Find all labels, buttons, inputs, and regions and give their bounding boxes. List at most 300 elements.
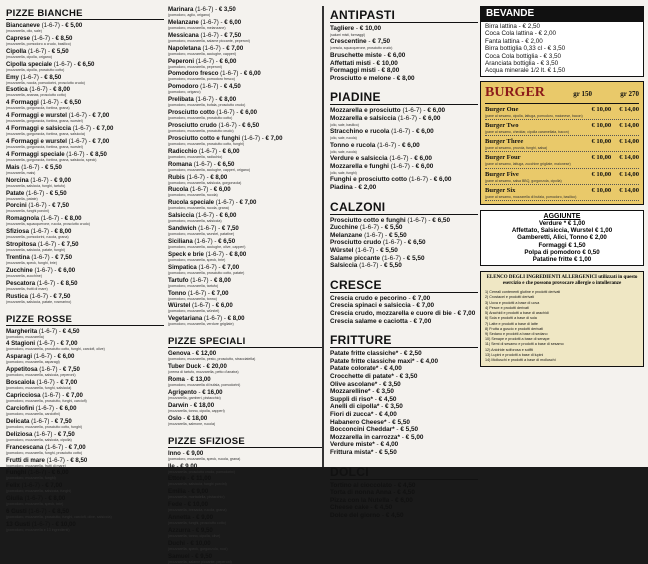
item-name: Fiori di zucca* [330, 410, 374, 418]
menu-item [6, 293, 164, 300]
allergene-item: 8) Frutta a guscio e prodotti derivati [485, 326, 544, 331]
item-name: Azzurra [168, 526, 191, 534]
item-price: € 8,50 [70, 456, 88, 464]
item-price: € 3,50 [376, 388, 394, 396]
item-name: Habanero Cheese* [330, 418, 387, 426]
item-price: € 9,00 [186, 449, 204, 457]
item-name: Mozzarella e prosciutto [330, 107, 401, 115]
item-name: Verdure e salsiccia [330, 155, 388, 163]
item-price: € 4,50 [397, 481, 416, 489]
item-description: (pomodoro, mozzarella, prosciutto, funghi, carciofi) [6, 399, 87, 404]
item-description: (pomodoro, mozzarella, würstel) [168, 309, 220, 314]
item-dots: - [373, 410, 380, 418]
item-dots: - [180, 449, 187, 457]
item-dots: - [214, 212, 220, 220]
item-allergen-code: (1-6-7) [37, 327, 58, 335]
item-description: (olio, sale, rucola) [330, 149, 357, 154]
menu-item [168, 186, 322, 193]
item-name: Verdure miste* [330, 441, 375, 449]
menu-item [6, 431, 164, 438]
bevanda-item: Fanta lattina - € 2,00 [485, 37, 543, 45]
item-description: (mozzarella, speck, gorgonzola, noci) [168, 546, 228, 551]
menu-item [330, 373, 478, 381]
item-description: (pomodoro, mozzarella, acciughe, capperi, origano) [168, 167, 251, 172]
item-allergen-code: (1-6-7) [27, 86, 48, 94]
item-price: € 7,50 [224, 31, 242, 39]
menu-item [6, 457, 164, 464]
item-description: (mozzarella, salmone, rucola) [168, 421, 216, 426]
item-description: (mozzarella, funghi, prosciutto cotto) [168, 521, 226, 526]
menu-item [168, 122, 322, 129]
burger-prices [591, 138, 639, 146]
item-dots: - [370, 59, 377, 67]
item-price: € 8,00 [213, 276, 231, 284]
item-name: Sfiziosa [6, 228, 30, 236]
item-description: (pomodoro, mozzarella, salsiccia, peperoni) [6, 373, 76, 378]
item-allergen-code: (1-6-7) [64, 150, 85, 158]
menu-item [330, 419, 478, 427]
item-name: Ile [168, 462, 175, 470]
item-name: Tartufo [168, 276, 189, 284]
item-description: (olio, sale, rucola) [330, 136, 357, 141]
item-dots: - [54, 379, 61, 387]
item-name: Zucchine [330, 224, 359, 232]
item-name: Crescia crudo, mozzarella e cuore di bie [330, 310, 452, 317]
item-price: € 4,00 [420, 357, 439, 365]
item-name: Bocconcini Cheddar* [330, 426, 395, 434]
menu-item [168, 463, 322, 470]
menu-item [168, 225, 322, 232]
item-dots: - [381, 51, 388, 59]
item-description: (mozzarella, ananas, prosciutto cotto) [6, 93, 66, 98]
item-allergen-code: (1-6-7) [202, 315, 223, 323]
item-name: Würstel [168, 302, 191, 310]
item-price: € 5,50 [388, 231, 407, 239]
section-title: PIZZE BIANCHE [6, 8, 164, 20]
item-price: € 9,50 [195, 526, 213, 534]
column-pizze [6, 6, 164, 532]
item-allergen-code: (1-6-7) [26, 202, 47, 210]
burger-price-large: € 14,00 [619, 138, 639, 146]
item-dots: - [174, 462, 181, 470]
item-dots: - [234, 109, 241, 117]
item-description: (olio, sale, basilico) [330, 122, 359, 127]
item-price: € 7,00 [226, 44, 244, 52]
item-allergen-code: (1-6-7) [35, 340, 56, 348]
burger-line [485, 138, 639, 146]
item-description: (pomodoro, mozzarella, acciughe, capperi) [168, 51, 237, 56]
item-description: (mozzarella, pomodoro a crudo, basilico) [6, 41, 71, 46]
item-dots: - [421, 107, 428, 115]
item-dots: - [236, 122, 243, 130]
item-allergen-code: (1-6-7) [192, 160, 213, 168]
allergene-item: 5) Arachidi e prodotti a base di arachidi [485, 311, 549, 316]
item-price: € 8,00 [210, 173, 228, 181]
item-dots: - [49, 228, 55, 236]
item-dots: - [206, 289, 212, 297]
item-dots: - [417, 114, 423, 122]
item-price: € 9,00 [180, 462, 198, 470]
menu-item [330, 365, 478, 373]
item-dots: - [352, 184, 359, 192]
section-title: PIZZE SFIZIOSE [168, 436, 322, 448]
item-name: Frittura mista* [330, 448, 374, 456]
item-dots: - [52, 353, 58, 361]
menu-item [6, 35, 164, 42]
item-price: € 12,00 [195, 350, 217, 358]
item-name: Speck e brie [168, 250, 204, 258]
item-name: Emy [6, 73, 19, 81]
item-name: 4 Formaggi speciale [6, 150, 65, 158]
item-name: Würstel [330, 247, 354, 255]
item-price: € 9,00 [191, 488, 209, 496]
item-dots: - [218, 83, 224, 91]
item-name: Patate [6, 189, 25, 197]
item-dots: - [379, 224, 385, 232]
item-name: Crescia spinaci e salsiccia [330, 302, 411, 310]
allergeni-list [485, 290, 639, 363]
item-description: (mozzarella, gamberi, pistacchio) [168, 395, 221, 400]
item-allergen-code: (1-6-7) [22, 495, 43, 503]
item-allergen-code: (1-6-7) [29, 417, 50, 425]
item-price: € 5,50 [384, 262, 402, 270]
burger-line [485, 122, 639, 130]
item-dots: - [223, 250, 230, 258]
item-description: (mozzarella, prosciutto crudo, pomodorini) [168, 469, 236, 474]
item-allergen-code: (1-6-7) [30, 34, 51, 42]
bevanda-item: Coca Cola lattina - € 2,00 [485, 30, 557, 38]
item-dots: - [401, 254, 407, 262]
item-price: € 8,00 [229, 250, 247, 258]
item-price: € 13,00 [190, 376, 211, 384]
menu-item [168, 70, 322, 77]
item-price: € 6,00 [415, 162, 434, 170]
item-allergen-code: (1-6-7) [38, 99, 59, 107]
item-dots: - [409, 162, 416, 170]
item-price: € 6,00 [219, 57, 237, 65]
section-title: CRESCE [330, 278, 478, 293]
menu-item [168, 135, 322, 142]
item-allergen-code: (1-6-7) [186, 289, 207, 297]
item-dots: - [39, 163, 45, 171]
item-dots: - [391, 74, 397, 82]
item-price: € 8,00 [53, 86, 71, 94]
menu-item [330, 302, 478, 310]
item-price: € 7,00 [92, 138, 110, 146]
item-allergen-code: (1-6-7) [29, 254, 50, 262]
menu-item [330, 295, 478, 303]
item-description: (mozzarella, salsiccia, patate, funghi) [6, 248, 66, 253]
burger-prices [591, 187, 639, 195]
burger-price-small: € 10,00 [591, 154, 612, 162]
item-dots: - [354, 25, 360, 32]
item-name: Messicana [168, 31, 199, 39]
menu-item [330, 25, 478, 33]
item-price: € 10,00 [359, 25, 382, 32]
item-name: 4 Formaggi e wurstel [6, 112, 67, 120]
item-allergen-code: (1-6-7) [214, 109, 235, 117]
item-description: (pomodoro, mozzarella, wurstel, patatine) [168, 232, 235, 237]
item-description: (mozzarella, squacquerone, rucola, prosciutto crudo) [6, 222, 90, 227]
burger-item [485, 122, 639, 136]
item-dots: - [220, 44, 227, 52]
item-dots: - [386, 418, 393, 426]
item-dots: - [64, 456, 71, 464]
menu-item [330, 184, 478, 192]
item-allergen-code: (1-6-7) [196, 263, 217, 271]
item-allergen-code: (1-6-7) [194, 212, 215, 220]
menu-item [6, 228, 164, 235]
menu-item [168, 238, 322, 245]
burger-item [485, 138, 639, 152]
item-dots: - [56, 241, 62, 249]
item-description: (pomodoro, mozzarella, prosciutto cotto, funghi, carciofi, olive) [6, 347, 105, 352]
menu-item [6, 177, 164, 184]
item-price: € 7,00 [96, 125, 114, 133]
burger-name: Burger One [485, 105, 519, 113]
burger-item [485, 106, 639, 120]
item-price: € 8,00 [219, 96, 237, 104]
item-name: Stracchino e rucola [330, 128, 390, 136]
menu-item [330, 396, 478, 404]
item-name: Salsiccia [330, 262, 358, 270]
item-dots: - [398, 350, 404, 358]
item-allergen-code: (1-6-7) [194, 57, 215, 65]
bevanda-item: Birra lattina - € 2,50 [485, 23, 540, 30]
menu-item [6, 99, 164, 106]
menu-item [6, 482, 164, 489]
item-dots: - [210, 302, 216, 310]
item-name: Mozzarella in carrozza* [330, 433, 400, 441]
item-name: Anelli di cipolla* [330, 403, 380, 411]
item-dots: - [63, 443, 69, 451]
item-price: € 6,00 [59, 404, 77, 412]
item-description: (mozzarella, patate) [6, 196, 38, 201]
menu-item [330, 411, 478, 419]
item-name: Ettore [168, 475, 186, 483]
item-dots: - [407, 317, 414, 325]
bevande-panel [480, 6, 644, 77]
item-description: (olio, sale, funghi) [330, 170, 357, 175]
item-dots: - [190, 514, 197, 522]
item-allergen-code: (1-6-7) [19, 163, 40, 171]
item-dots: - [208, 186, 214, 194]
item-name: Prosciutto crudo [330, 239, 382, 247]
item-price: € 11,00 [191, 475, 212, 483]
menu-item [6, 366, 164, 373]
item-dots: - [58, 99, 65, 107]
item-name: Trentina [6, 254, 30, 262]
item-price: € 7,00 [416, 302, 435, 310]
menu-item [6, 61, 164, 68]
item-name: Agrigento [168, 388, 197, 396]
item-dots: - [39, 482, 46, 490]
item-price: € 7,00 [92, 112, 110, 120]
item-name: Torta di nonna Anna [330, 489, 392, 497]
item-price: € 6,00 [395, 496, 413, 504]
item-name: Rubis [168, 173, 185, 181]
burger-description: (pane al sesamo, salsa BBQ, gorgonzola, cipolla) [485, 179, 639, 185]
item-description: (mozzarella, salsiccia, patate, rosmarino) [6, 299, 72, 304]
item-price: € 6,00 [387, 51, 406, 59]
item-description: (pomodoro, mozzarella, speck, rucola, grana) [168, 456, 241, 461]
allergene-item: 11) Semi di sesamo e prodotti a base di sesamo [485, 342, 564, 347]
item-price: € 6,00 [215, 302, 233, 310]
item-dots: - [57, 366, 63, 374]
burger-line [485, 187, 639, 195]
item-allergen-code: (1-6-7) [188, 186, 209, 194]
menu-item [330, 449, 478, 457]
menu-item [6, 241, 164, 248]
item-name: 4 Formaggi [6, 99, 39, 107]
item-description: (mozzarella, gorgonzola, fontina, grana, salsiccia) [6, 132, 86, 137]
item-price: € 4,50 [385, 511, 404, 519]
menu-item [330, 75, 478, 83]
item-description: (salumi misti, formaggi) [330, 32, 366, 37]
item-name: Cheese cake [330, 504, 369, 512]
item-dots: - [59, 215, 65, 223]
item-dots: - [208, 276, 214, 284]
menu-item [168, 277, 322, 284]
item-allergen-code: (1-6-7) [198, 31, 219, 39]
item-description: (pomodoro, mozzarella, frutti di mare) [6, 463, 66, 468]
item-name: Boscaiola [6, 379, 35, 387]
item-price: € 7,50 [57, 430, 75, 438]
item-description: (mozzarella, bresaola, rucola, grana) [168, 508, 227, 513]
item-dots: - [182, 501, 188, 509]
item-dots: - [52, 430, 58, 438]
item-allergen-code: (1-6-7) [407, 176, 428, 184]
item-dots: - [212, 238, 219, 246]
item-dots: - [391, 489, 398, 497]
item-name: Delicata [6, 417, 30, 425]
menu-item [330, 115, 478, 123]
item-name: Romagnola [6, 215, 40, 223]
item-allergen-code: (1-6-7) [44, 456, 65, 464]
item-name: Margherita [6, 327, 38, 335]
aggiunta-item: Polpa di pomodoro € 0,50 [524, 248, 600, 256]
item-allergen-code: (1-6-7) [39, 215, 60, 223]
item-dots: - [49, 417, 55, 425]
menu-item [6, 495, 164, 502]
item-description: (mozzarella, salame piccante, peperoni) [168, 559, 232, 564]
item-dots: - [185, 475, 192, 483]
section-title: DOLCI [330, 465, 478, 480]
item-dots: - [190, 526, 196, 534]
item-price: € 5,50 [384, 224, 403, 232]
item-description: (mozzarella, zucchine) [6, 273, 42, 278]
item-allergen-code: (1-6-7) [184, 173, 205, 181]
aggiunte-list [485, 220, 639, 263]
item-dots: - [46, 469, 52, 477]
menu-item [6, 202, 164, 209]
item-allergen-code: (1-6-7) [28, 292, 48, 300]
menu-item [168, 212, 322, 219]
item-price: € 7,50 [372, 38, 391, 46]
item-price: € 10,00 [376, 59, 398, 67]
menu-item [6, 125, 164, 132]
item-name: Marinara [168, 6, 194, 13]
item-description: (crescia, squacquerone, prosciutto crudo) [330, 46, 393, 51]
item-dots: - [184, 376, 191, 384]
item-name: Tonno e rucola [330, 141, 376, 149]
item-description: (pomodoro, mozzarella, salsiccia, gorgonzola) [168, 180, 242, 185]
item-price: € 7,50 [54, 417, 72, 425]
item-name: Rustica [6, 292, 29, 300]
item-dots: - [55, 340, 61, 348]
item-name: Frutti di mare [6, 456, 45, 464]
item-name: Prosciutto e melone [330, 74, 392, 82]
item-name: Patate fritte classiche maxi* [330, 357, 415, 365]
item-dots: - [218, 31, 225, 39]
item-price: € 18,00 [193, 401, 215, 409]
section-spacer [168, 328, 322, 334]
item-price: € 10,00 [187, 501, 208, 509]
item-dots: - [389, 496, 395, 504]
item-dots: - [57, 327, 63, 335]
item-name: Prosciutto cotto [168, 109, 215, 117]
item-allergen-code: (1-6-7) [400, 107, 422, 115]
item-description: (mozzarella, pomodorini, rucola, grana) [6, 235, 69, 240]
item-dots: - [201, 363, 207, 371]
item-price: € 9,50 [195, 552, 213, 560]
allergene-item: 10) Senape e prodotti a base di senape [485, 337, 550, 342]
burger-title: BURGER [485, 84, 545, 100]
item-description: (mozzarella, mais) [6, 170, 36, 175]
item-dots: - [60, 392, 66, 400]
menu-item [168, 514, 322, 521]
aggiunta-item: Patatine fritte € 1,00 [532, 256, 592, 264]
item-allergen-code: (1-6-7) [353, 247, 375, 255]
item-price: € 6,50 [217, 160, 235, 168]
item-price: € 5,50 [49, 189, 67, 197]
item-name: Pomodoro [168, 83, 199, 91]
item-price: € 4,50 [397, 489, 415, 497]
menu-item [330, 489, 478, 497]
menu-item [168, 83, 322, 90]
item-name: Zucchine [6, 266, 33, 274]
item-price: € 7,00 [60, 340, 78, 348]
item-allergen-code: (1-6-7) [29, 228, 50, 236]
item-dots: - [406, 294, 413, 302]
menu-item [330, 497, 478, 505]
burger-description: (pane al sesamo, mozzarella di bufala, pomodoro, basilico) [485, 195, 639, 201]
bevande-list [480, 21, 644, 77]
item-dots: - [91, 125, 97, 133]
item-description: (pomodoro, mozzarella, bufala, prosciutto crudo) [168, 103, 246, 108]
section-title: ANTIPASTI [330, 8, 478, 23]
aggiunte-title: AGGIUNTE [543, 213, 581, 221]
item-price: € 5,50 [51, 47, 69, 55]
burger-description: (pane al sesamo, cipolla, lattuga, pomodoro, maionese, bacon) [485, 114, 639, 120]
item-price: € 3,50 [399, 372, 418, 380]
item-allergen-code: (1-6-7) [32, 353, 53, 361]
allergeni-title: ELENCO DEGLI INGREDIENTI ALLERGENICI utilizzati in questo esercizio e che possono provocare allergie o intolleranze [486, 275, 638, 287]
menu-item [6, 112, 164, 119]
allergene-item: 2) Crostacei e prodotti derivati [485, 295, 535, 300]
burger-price-large: € 14,00 [619, 170, 639, 178]
item-price: € 8,50 [44, 73, 62, 81]
item-description: (pomodoro, mozzarella, acciughe, olive, capperi) [168, 245, 246, 250]
menu-item [6, 22, 164, 29]
item-name: Patate colorate* [330, 365, 379, 373]
item-allergen-code: (1-6-7) [362, 231, 384, 239]
item-dots: - [48, 292, 54, 300]
item-price: € 10,00 [55, 520, 76, 528]
item-price: € 6,50 [432, 216, 451, 224]
item-allergen-code: (1-6-7) [387, 155, 409, 163]
item-dots: - [42, 495, 49, 503]
